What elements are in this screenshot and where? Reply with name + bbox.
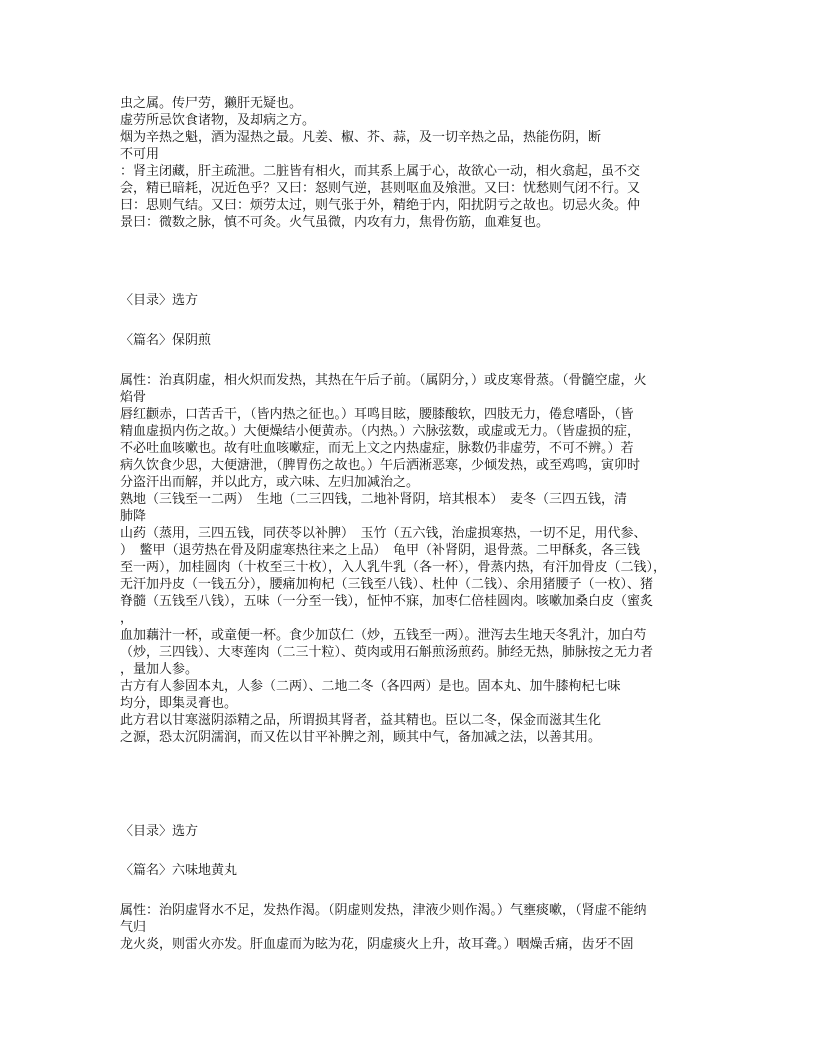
article-title: 〈篇名〉保阴煎 bbox=[120, 333, 212, 348]
text-line: 属性：治真阴虚，相火炽而发热，其热在午后子前。（属阴分，）或皮寒骨蒸。（骨髓空虚，火 bbox=[120, 373, 647, 388]
text-line: 属性：治阴虚肾水不足，发热作渴。（阴虚则发热，津液少则作渴。）气壅痰嗽，（肾虚不能纳 bbox=[120, 903, 647, 918]
catalog-label: 〈目录〉选方 bbox=[120, 824, 199, 839]
text-line: 景曰：微数之脉，慎不可灸。火气虽微，内攻有力，焦骨伤筋，血难复也。 bbox=[120, 215, 550, 230]
section1-body bbox=[120, 372, 720, 746]
text-line: ：肾主闭藏，肝主疏泄。二脏皆有相火，而其系上属于心，故欲心一动，相火翕起，虽不交 bbox=[120, 164, 641, 179]
text-line: 熟地（三钱至一二两） 生地（二三四钱，二地补肾阴，培其根本） 麦冬（三四五钱，清 bbox=[120, 492, 628, 507]
text-line: 病久饮食少思，大便溏泄，（脾胃伤之故也。）午后洒淅恶寒，少倾发热，或至鸡鸣，寅卯时 bbox=[120, 458, 641, 473]
text-line: 虫之属。传尸劳，獭肝无疑也。 bbox=[120, 96, 303, 111]
section2-body bbox=[120, 902, 720, 953]
section2-catalog-heading bbox=[120, 823, 720, 840]
text-line: 肺降 bbox=[120, 509, 147, 524]
text-line: 曰：思则气结。又曰：烦劳太过，则气张于外，精绝于内，阳扰阴亏之故也。切忌火灸。仲 bbox=[120, 198, 641, 213]
text-line: 山药（蒸用，三四五钱，同茯苓以补脾） 玉竹（五六钱，治虚损寒热，一切不足，用代参、 bbox=[120, 526, 647, 541]
text-line: 无汗加丹皮（一钱五分），腰痛加枸杞（三钱至八钱）、杜仲（二钱）、余用猪腰子（一枚）、猪 bbox=[120, 577, 654, 592]
article-title: 〈篇名〉六味地黄丸 bbox=[120, 863, 238, 878]
text-line: ） 鳖甲（退劳热在骨及阴虚寒热往来之上品） 龟甲（补肾阴，退骨蒸。二甲酥炙，各三钱 bbox=[120, 543, 641, 558]
text-line: （炒，三四钱）、大枣莲肉（二三十粒）、萸肉或用石斛煎汤煎药。肺经无热，肺脉按之无力者 bbox=[120, 645, 654, 660]
text-line: 烟为辛热之魁，酒为湿热之最。凡姜、椒、芥、蒜，及一切辛热之品，热能伤阴，断 bbox=[120, 130, 602, 145]
text-line: 至一两），加桂圆肉（十枚至三十枚），入人乳牛乳（各一杯），骨蒸内热，有汗加骨皮（二钱）， bbox=[120, 560, 667, 575]
text-line: 脊髓（五钱至八钱），五味（一分至一钱），怔忡不寐，加枣仁倍桂圆肉。咳嗽加桑白皮（蜜炙 bbox=[120, 594, 654, 609]
text-line: 虚劳所忌饮食诸物，及却病之方。 bbox=[120, 113, 316, 128]
text-line: 龙火炎，则雷火亦发。肝血虚而为眩为花，阴虚痰火上升，故耳聋。）咽燥舌痛，齿牙不固 bbox=[120, 937, 634, 952]
section1-catalog-heading bbox=[120, 292, 720, 309]
text-line: 会，精已暗耗，况近色乎？又曰：怒则气逆，甚则呕血及飧泄。又曰：忧愁则气闭不行。又 bbox=[120, 181, 641, 196]
catalog-label: 〈目录〉选方 bbox=[120, 293, 199, 308]
text-line: 之源，恐太沉阴濡润，而又佐以甘平补脾之剂，顾其中气，备加减之法，以善其用。 bbox=[120, 730, 602, 745]
text-line: ，量加人参。 bbox=[120, 662, 199, 677]
text-line: 唇红颧赤，口苦舌干，（皆内热之征也。）耳鸣目眩，腰膝酸软，四肢无力，倦怠嗜卧，（皆 bbox=[120, 407, 634, 422]
text-line: 不可用 bbox=[120, 147, 160, 162]
text-line: 精血虚损内伤之故。）大便燥结小便黄赤。（内热。）六脉弦数，或虚或无力。（皆虚损的症， bbox=[120, 424, 641, 439]
text-line: 焰骨 bbox=[120, 390, 147, 405]
text-line: 气归 bbox=[120, 920, 147, 935]
text-line: 不必吐血咳嗽也。故有吐血咳嗽症，而无上文之内热虚症，脉数仍非虚劳，不可不辨。）若 bbox=[120, 441, 634, 456]
text-line: ， bbox=[120, 611, 134, 626]
text-line: 分盗汗出而解，并以此方，或六味、左归加减治之。 bbox=[120, 475, 420, 490]
text-line: 均分，即集灵膏也。 bbox=[120, 696, 238, 711]
section1-title-heading bbox=[120, 332, 720, 349]
text-line: 此方君以甘寒滋阴添精之品，所谓损其肾者，益其精也。臣以二冬，保金而滋其生化 bbox=[120, 713, 602, 728]
intro-text bbox=[120, 95, 720, 231]
text-line: 古方有人参固本丸，人参（二两）、二地二冬（各四两）是也。固本丸、加牛膝枸杞七味 bbox=[120, 679, 621, 694]
text-line: 血加藕汁一杯，或童便一杯。食少加苡仁（炒，五钱至一两）。泄泻去生地天冬乳汁，加白芍 bbox=[120, 628, 647, 643]
section2-title-heading bbox=[120, 862, 720, 879]
